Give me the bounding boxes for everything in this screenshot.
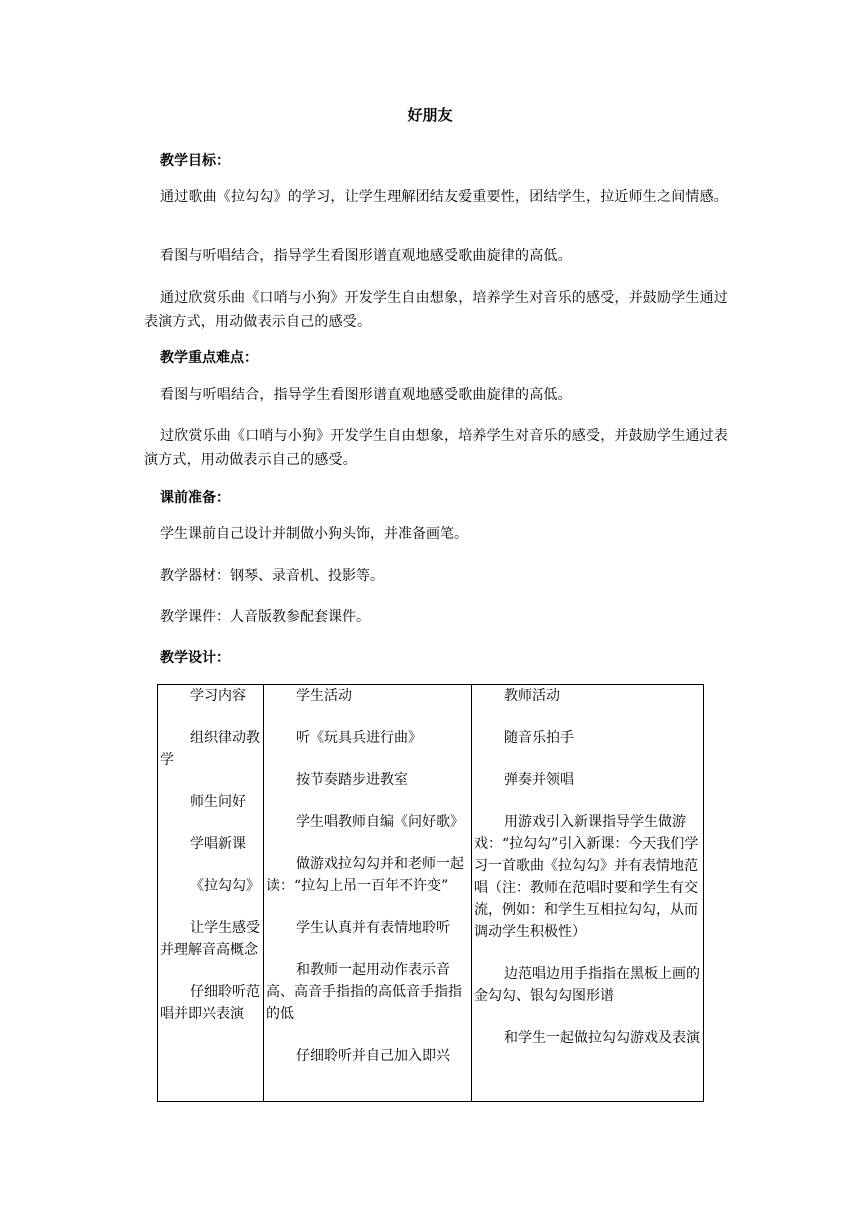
table-cell: 用游戏引入新课指导学生做游戏：“拉勾勾”引入新课：今天我们学习一首歌曲《拉勾勾》并有表情地范唱（注：教师在范唱时要和学生有交流，例如：和学生互相拉勾勾，从而调动学生积极性）	[474, 814, 699, 940]
table-cell: 边范唱边用手指指在黑板上画的金勾勾、银勾勾图形谱	[474, 966, 700, 1004]
design-heading: 教学设计：	[160, 650, 230, 666]
key-paragraph-2: 过欣赏乐曲《口哨与小狗》开发学生自由想象，培养学生对音乐的感受，并鼓励学生通过表演方式，用动做表示自己的感受。	[144, 428, 728, 468]
table-cell: 组织律动教学	[160, 730, 260, 768]
table-cell: 教师活动	[504, 688, 560, 704]
prep-paragraph-3: 教学课件：人音版教参配套课件。	[160, 609, 370, 625]
table-cell: 做游戏拉勾勾并和老师一起读：“拉勾上吊一百年不许变”	[266, 856, 464, 894]
table-cell: 让学生感受并理解音高概念	[160, 920, 260, 958]
table-cell: 和学生一起做拉勾勾游戏及表演	[504, 1030, 700, 1046]
table-cell: 听《玩具兵进行曲》	[296, 730, 422, 746]
key-paragraph-1: 看图与听唱结合，指导学生看图形谱直观地感受歌曲旋律的高低。	[160, 387, 572, 403]
table-cell: 学生认真并有表情地聆听	[296, 920, 450, 936]
prep-heading: 课前准备：	[160, 490, 230, 506]
goals-heading: 教学目标：	[160, 153, 230, 169]
page-title: 好朋友	[407, 106, 453, 124]
table-cell: 仔细聆听范唱并即兴表演	[160, 984, 260, 1022]
table-cell: 弹奏并领唱	[504, 772, 574, 788]
table-cell: 学生活动	[296, 688, 352, 704]
table-cell: 按节奏踏步进教室	[296, 772, 408, 788]
goals-paragraph-1: 通过歌曲《拉勾勾》的学习，让学生理解团结友爱重要性，团结学生，拉近师生之间情感。	[160, 189, 728, 205]
table-cell: 学习内容	[190, 688, 246, 704]
table-cell: 师生问好	[190, 794, 246, 810]
table-cell: 学唱新课	[190, 836, 246, 852]
prep-paragraph-1: 学生课前自己设计并制做小狗头饰，并准备画笔。	[160, 526, 468, 542]
table-cell: 学生唱教师自编《问好歌》	[296, 814, 464, 830]
table-cell: 和教师一起用动作表示音高、高音手指指的高低音手指指的低	[266, 962, 462, 1022]
table-cell: 仔细聆听并自己加入即兴	[296, 1048, 450, 1064]
goals-paragraph-2: 看图与听唱结合，指导学生看图形谱直观地感受歌曲旋律的高低。	[160, 248, 572, 264]
table-cell: 《拉勾勾》	[190, 878, 260, 894]
key-points-heading: 教学重点难点：	[160, 350, 258, 366]
goals-paragraph-3: 通过欣赏乐曲《口哨与小狗》开发学生自由想象，培养学生对音乐的感受，并鼓励学生通过表演方式，用动做表示自己的感受。	[144, 290, 728, 330]
table-column-student	[264, 685, 472, 1102]
table-column-content	[158, 685, 264, 1102]
lesson-design-table	[157, 684, 704, 1102]
table-cell: 随音乐拍手	[504, 730, 574, 746]
prep-paragraph-2: 教学器材：钢琴、录音机、投影等。	[160, 568, 384, 584]
table-column-teacher	[472, 685, 704, 1102]
